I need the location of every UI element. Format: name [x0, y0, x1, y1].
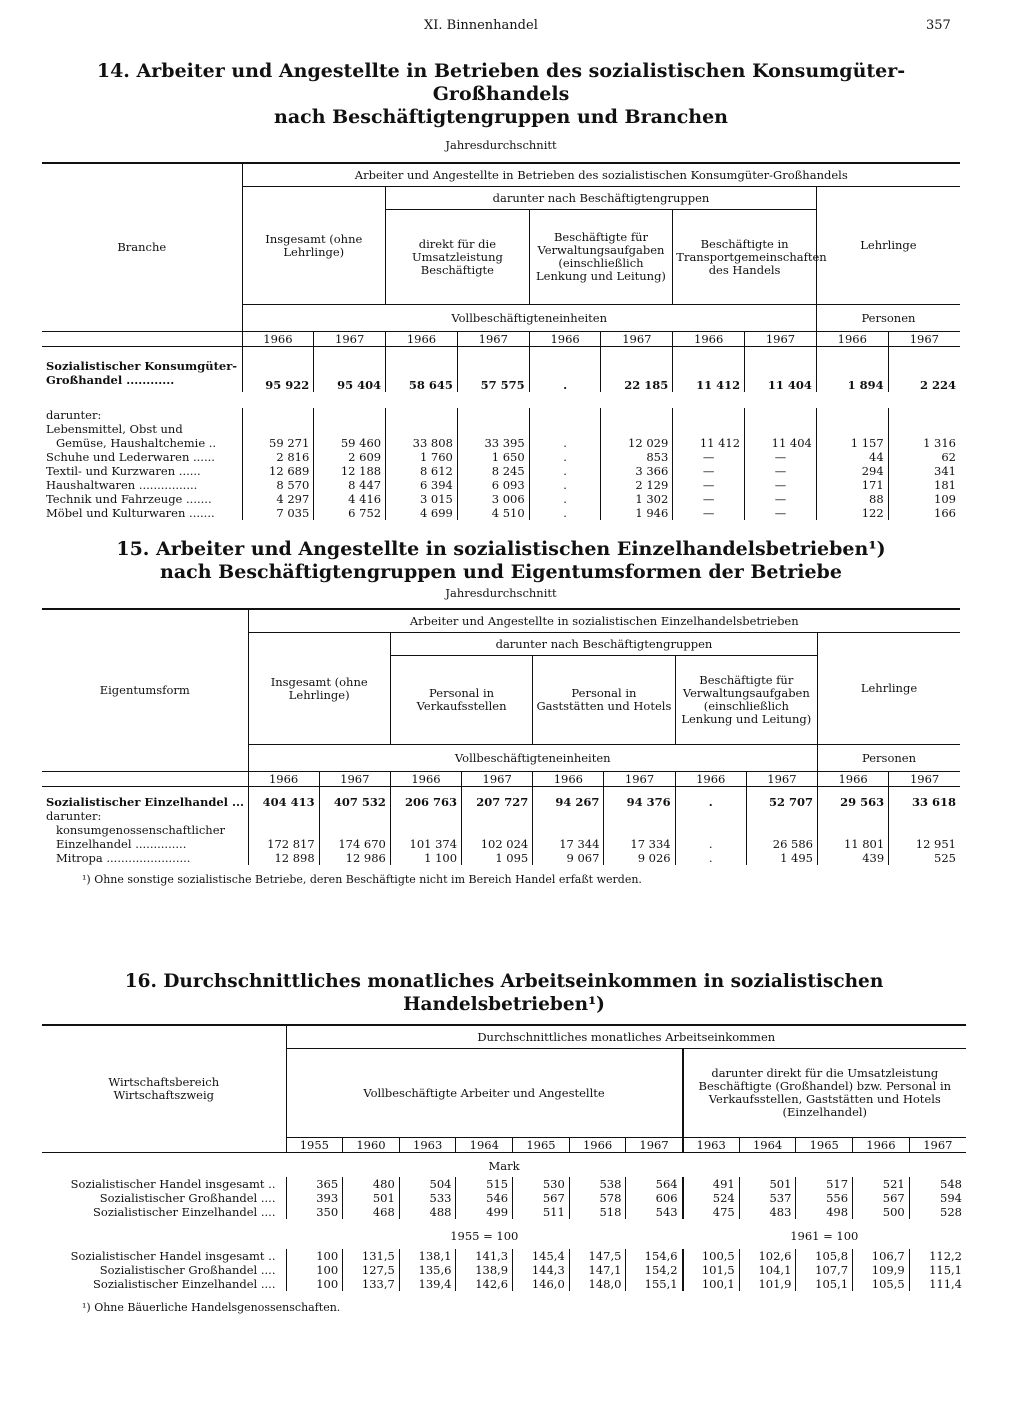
- col-verwaltung: Beschäftigte für Verwaltungsaufgaben (einschließlich Lenkung und Leitung): [675, 656, 817, 745]
- cell: 102 024: [462, 837, 533, 851]
- table-14-subtitle: Jahresdurchschnitt: [445, 138, 557, 152]
- cell: 567: [853, 1191, 910, 1205]
- cell: 12 986: [319, 851, 390, 865]
- cell: 9 026: [604, 851, 675, 865]
- cell: 206 763: [390, 795, 461, 809]
- unit-vbe: Vollbeschäftigteneinheiten: [242, 305, 816, 332]
- cell: 564: [626, 1177, 683, 1191]
- year-header: 1966: [529, 332, 601, 347]
- cell: 171: [816, 478, 888, 492]
- year-header: 1967: [601, 332, 673, 347]
- cell: 524: [683, 1191, 740, 1205]
- row-label: Einzelhandel ..............: [56, 837, 187, 851]
- cell: 94 267: [533, 795, 604, 809]
- cell: 504: [399, 1177, 456, 1191]
- cell: 393: [286, 1191, 343, 1205]
- year-header: 1966: [242, 332, 314, 347]
- cell: 501: [343, 1191, 400, 1205]
- row-label: darunter:: [46, 809, 102, 823]
- row-label: Sozialistischer Großhandel ....: [99, 1263, 276, 1277]
- col-gaststaetten: Personal in Gaststätten und Hotels: [533, 656, 675, 745]
- cell: 8 612: [386, 464, 458, 478]
- cell: 439: [818, 851, 889, 865]
- table-row: [42, 506, 960, 520]
- row-label: Sozialistischer Einzelhandel ....: [93, 1277, 276, 1291]
- cell: 528: [909, 1205, 966, 1219]
- cell: 407 532: [319, 795, 390, 809]
- table-row: [42, 837, 960, 851]
- cell: 101,5: [683, 1263, 740, 1277]
- row-label: Textil- und Kurzwaren ......: [46, 464, 201, 478]
- cell: 594: [909, 1191, 966, 1205]
- cell: —: [745, 450, 817, 464]
- cell: 146,0: [513, 1277, 570, 1291]
- cell: 6 752: [314, 506, 386, 520]
- cell: 100: [286, 1277, 343, 1291]
- cell: 135,6: [399, 1263, 456, 1277]
- cell: 475: [683, 1205, 740, 1219]
- col-insgesamt: Insgesamt (ohne Lehrlinge): [242, 187, 386, 305]
- stub-header: Eigentumsform: [99, 683, 190, 697]
- cell: 26 586: [746, 837, 817, 851]
- col-lehrlinge: Lehrlinge: [816, 187, 960, 305]
- cell: 7 035: [242, 506, 314, 520]
- table-row: [42, 422, 960, 436]
- cell: 404 413: [248, 795, 319, 809]
- year-header: 1967: [462, 772, 533, 787]
- cell: 147,1: [569, 1263, 626, 1277]
- cell: 538: [569, 1177, 626, 1191]
- cell: 468: [343, 1205, 400, 1219]
- cell: 105,1: [796, 1277, 853, 1291]
- cell: 12 898: [248, 851, 319, 865]
- row-label: Schuhe und Lederwaren ......: [46, 450, 215, 464]
- row-label: Mitropa .......................: [56, 851, 191, 865]
- cell: 58 645: [386, 378, 458, 392]
- cell: 1 650: [457, 450, 529, 464]
- table-row: [42, 408, 960, 422]
- cell: 111,4: [909, 1277, 966, 1291]
- cell: 365: [286, 1177, 343, 1191]
- table-14-title-line1: 14. Arbeiter und Angestellte in Betrieben des sozialistischen Konsumgüter-Großhandels: [96, 60, 906, 105]
- stub-header: Wirtschaftsbereich Wirtschaftszweig: [108, 1075, 220, 1102]
- row-label: darunter:: [46, 408, 102, 422]
- cell: 105,8: [796, 1249, 853, 1263]
- cell: 101 374: [390, 837, 461, 851]
- row-label: Gemüse, Haushaltchemie ..: [56, 436, 217, 450]
- unit-personen: Personen: [816, 305, 960, 332]
- row-label: Sozialistischer Handel insgesamt ..: [70, 1249, 276, 1263]
- cell: 207 727: [462, 795, 533, 809]
- cell: —: [745, 492, 817, 506]
- cell: 498: [796, 1205, 853, 1219]
- cell: 104,1: [739, 1263, 796, 1277]
- table-14-section: [42, 60, 960, 387]
- cell: 483: [739, 1205, 796, 1219]
- row-label: Möbel und Kulturwaren .......: [46, 506, 215, 520]
- cell: 166: [888, 506, 960, 520]
- cell: 11 412: [673, 378, 745, 392]
- cell: —: [673, 450, 745, 464]
- cell: 543: [626, 1205, 683, 1219]
- cell: 127,5: [343, 1263, 400, 1277]
- year-header: 1967: [888, 332, 960, 347]
- cell: 1 157: [816, 436, 888, 450]
- cell: 9 067: [533, 851, 604, 865]
- table-14: [42, 162, 960, 387]
- cell: .: [529, 478, 601, 492]
- table-row: [42, 809, 960, 823]
- table-16-section: [42, 970, 966, 1314]
- cell: 3 366: [601, 464, 673, 478]
- cell: 530: [513, 1177, 570, 1191]
- row-label-cont: Großhandel ............: [46, 373, 175, 387]
- row-label: Sozialistischer Großhandel ....: [99, 1191, 276, 1205]
- cell: 1 316: [888, 436, 960, 450]
- cell: 491: [683, 1177, 740, 1191]
- table-15-section: [42, 538, 960, 886]
- table-16-body: [42, 1153, 966, 1292]
- subgroup-header: darunter nach Beschäftigtengruppen: [386, 187, 817, 210]
- cell: 144,3: [513, 1263, 570, 1277]
- cell: 138,9: [456, 1263, 513, 1277]
- cell: 33 395: [457, 436, 529, 450]
- year-header: 1965: [513, 1138, 570, 1153]
- table-row: [42, 1263, 966, 1277]
- cell: 4 510: [457, 506, 529, 520]
- cell: 2 224: [888, 378, 960, 392]
- cell: 109: [888, 492, 960, 506]
- cell: 94 376: [604, 795, 675, 809]
- cell: 154,2: [626, 1263, 683, 1277]
- base-1961: 1961 = 100: [790, 1229, 859, 1243]
- year-header: 1967: [909, 1138, 966, 1153]
- table-15-body: [42, 787, 960, 866]
- cell: 12 188: [314, 464, 386, 478]
- cell: 537: [739, 1191, 796, 1205]
- cell: —: [673, 492, 745, 506]
- cell: 4 297: [242, 492, 314, 506]
- year-header: 1966: [248, 772, 319, 787]
- year-header: 1966: [533, 772, 604, 787]
- cell: 105,5: [853, 1277, 910, 1291]
- table-row: [42, 1205, 966, 1219]
- cell: 3 006: [457, 492, 529, 506]
- row-label: Sozialistischer Handel insgesamt ..: [70, 1177, 276, 1191]
- col-darunter: darunter direkt für die Umsatzleistung Beschäftigte (Großhandel) bzw. Personal in Verkaufsstellen, Gaststätten und Hotels (Einzelhandel): [683, 1049, 966, 1138]
- col-insgesamt: Insgesamt (ohne Lehrlinge): [248, 633, 390, 745]
- year-header: 1966: [386, 332, 458, 347]
- year-header: 1963: [683, 1138, 740, 1153]
- cell: 131,5: [343, 1249, 400, 1263]
- cell: 145,4: [513, 1249, 570, 1263]
- cell: 100,1: [683, 1277, 740, 1291]
- cell: 12 951: [889, 837, 960, 851]
- cell: 548: [909, 1177, 966, 1191]
- cell: 8 570: [242, 478, 314, 492]
- cell: .: [675, 795, 746, 809]
- stub-header: Branche: [117, 240, 167, 254]
- unit-vbe: Vollbeschäftigteneinheiten: [248, 745, 818, 772]
- cell: —: [673, 478, 745, 492]
- cell: 62: [888, 450, 960, 464]
- unit-mark: Mark: [488, 1159, 520, 1173]
- cell: 556: [796, 1191, 853, 1205]
- cell: 138,1: [399, 1249, 456, 1263]
- cell: 606: [626, 1191, 683, 1205]
- year-header: 1966: [818, 772, 889, 787]
- cell: 95 404: [314, 378, 386, 392]
- cell: 500: [853, 1205, 910, 1219]
- running-head: XI. Binnenhandel: [424, 18, 538, 33]
- cell: 88: [816, 492, 888, 506]
- table-row: [42, 851, 960, 865]
- cell: 17 344: [533, 837, 604, 851]
- table-row: [42, 795, 960, 809]
- cell: 59 271: [242, 436, 314, 450]
- base-1955: 1955 = 100: [450, 1229, 519, 1243]
- cell: 107,7: [796, 1263, 853, 1277]
- year-header: 1967: [604, 772, 675, 787]
- cell: 133,7: [343, 1277, 400, 1291]
- cell: 100: [286, 1249, 343, 1263]
- cell: 29 563: [818, 795, 889, 809]
- year-header: 1967: [746, 772, 817, 787]
- cell: .: [529, 492, 601, 506]
- col-vollbeschaeftigte: Vollbeschäftigte Arbeiter und Angestellte: [286, 1049, 683, 1138]
- cell: 515: [456, 1177, 513, 1191]
- cell: 853: [601, 450, 673, 464]
- row-label: Sozialistischer Konsumgüter-: [46, 359, 238, 373]
- col-direkt: direkt für die Umsatzleistung Beschäftigte: [386, 210, 530, 305]
- cell: 1 760: [386, 450, 458, 464]
- cell: 341: [888, 464, 960, 478]
- cell: 142,6: [456, 1277, 513, 1291]
- cell: 12 689: [242, 464, 314, 478]
- table-15-footnote: ¹) Ohne sonstige sozialistische Betriebe, deren Beschäftigte nicht im Bereich Handel erfaßt werden.: [82, 873, 642, 886]
- cell: 518: [569, 1205, 626, 1219]
- cell: 350: [286, 1205, 343, 1219]
- cell: 4 416: [314, 492, 386, 506]
- table-14-rows: [42, 408, 960, 520]
- year-header: 1960: [343, 1138, 400, 1153]
- table-14-title-line2: nach Beschäftigtengruppen und Branchen: [274, 106, 728, 128]
- cell: 139,4: [399, 1277, 456, 1291]
- cell: 147,5: [569, 1249, 626, 1263]
- table-15-title-line2: nach Beschäftigtengruppen und Eigentumsformen der Betriebe: [160, 561, 842, 583]
- cell: 172 817: [248, 837, 319, 851]
- cell: 480: [343, 1177, 400, 1191]
- cell: 567: [513, 1191, 570, 1205]
- page-number: 357: [926, 18, 951, 33]
- cell: 2 609: [314, 450, 386, 464]
- table-15: [42, 608, 960, 865]
- cell: 44: [816, 450, 888, 464]
- unit-personen: Personen: [818, 745, 961, 772]
- cell: 112,2: [909, 1249, 966, 1263]
- year-header: 1966: [816, 332, 888, 347]
- cell: 148,0: [569, 1277, 626, 1291]
- col-transport: Beschäftigte in Transportgemeinschaften des Handels: [673, 210, 817, 305]
- cell: .: [529, 436, 601, 450]
- cell: —: [745, 464, 817, 478]
- year-header: 1967: [457, 332, 529, 347]
- cell: .: [529, 464, 601, 478]
- cell: 533: [399, 1191, 456, 1205]
- group-header: Arbeiter und Angestellte in Betrieben des sozialistischen Konsumgüter-Großhandels: [242, 163, 960, 187]
- cell: 294: [816, 464, 888, 478]
- cell: 1 095: [462, 851, 533, 865]
- table-row: [42, 464, 960, 478]
- col-verkaufsstellen: Personal in Verkaufsstellen: [390, 656, 532, 745]
- cell: —: [673, 506, 745, 520]
- cell: .: [529, 378, 601, 392]
- table-14-data: [42, 378, 960, 392]
- row-label: Technik und Fahrzeuge .......: [46, 492, 212, 506]
- row-label: Sozialistischer Einzelhandel ....: [93, 1205, 276, 1219]
- cell: 11 801: [818, 837, 889, 851]
- cell: 1 302: [601, 492, 673, 506]
- cell: 546: [456, 1191, 513, 1205]
- col-verwaltung: Beschäftigte für Verwaltungsaufgaben (einschließlich Lenkung und Leitung): [529, 210, 673, 305]
- table-row: [42, 1249, 966, 1263]
- cell: 154,6: [626, 1249, 683, 1263]
- table-16-title: 16. Durchschnittliches monatliches Arbeitseinkommen in sozialistischen Handelsbetrieben¹): [124, 971, 884, 1015]
- page-header: [0, 18, 1024, 42]
- cell: 106,7: [853, 1249, 910, 1263]
- table-16-footnote: ¹) Ohne Bäuerliche Handelsgenossenschaften.: [82, 1301, 341, 1314]
- cell: 1 495: [746, 851, 817, 865]
- table-row: [42, 378, 960, 392]
- table-15-title-line1: 15. Arbeiter und Angestellte in sozialistischen Einzelhandelsbetrieben¹): [116, 538, 886, 560]
- cell: 499: [456, 1205, 513, 1219]
- col-lehrlinge: Lehrlinge: [818, 633, 961, 745]
- year-header: 1955: [286, 1138, 343, 1153]
- cell: 6 093: [457, 478, 529, 492]
- cell: 4 699: [386, 506, 458, 520]
- year-header: 1967: [889, 772, 960, 787]
- cell: —: [673, 464, 745, 478]
- cell: 100: [286, 1263, 343, 1277]
- cell: 521: [853, 1177, 910, 1191]
- cell: 8 245: [457, 464, 529, 478]
- cell: 11 412: [673, 436, 745, 450]
- cell: .: [675, 837, 746, 851]
- cell: 59 460: [314, 436, 386, 450]
- table-row: [42, 478, 960, 492]
- year-header: 1965: [796, 1138, 853, 1153]
- year-header: 1966: [673, 332, 745, 347]
- group-header: Durchschnittliches monatliches Arbeitseinkommen: [286, 1025, 966, 1049]
- year-header: 1963: [399, 1138, 456, 1153]
- cell: 33 618: [889, 795, 960, 809]
- cell: 488: [399, 1205, 456, 1219]
- cell: 1 946: [601, 506, 673, 520]
- table-row: [42, 1277, 966, 1291]
- year-header: 1966: [853, 1138, 910, 1153]
- table-row: [42, 436, 960, 450]
- cell: 115,1: [909, 1263, 966, 1277]
- cell: 511: [513, 1205, 570, 1219]
- cell: 174 670: [319, 837, 390, 851]
- table-row: [42, 492, 960, 506]
- table-14-title: [42, 60, 960, 129]
- cell: 1 894: [816, 378, 888, 392]
- year-header: 1966: [569, 1138, 626, 1153]
- table-row: [42, 1191, 966, 1205]
- subgroup-header: darunter nach Beschäftigtengruppen: [390, 633, 817, 656]
- cell: 102,6: [739, 1249, 796, 1263]
- year-header: 1967: [319, 772, 390, 787]
- year-header: 1964: [739, 1138, 796, 1153]
- cell: 11 404: [745, 436, 817, 450]
- cell: —: [745, 506, 817, 520]
- cell: 12 029: [601, 436, 673, 450]
- cell: 141,3: [456, 1249, 513, 1263]
- cell: 52 707: [746, 795, 817, 809]
- cell: 95 922: [242, 378, 314, 392]
- cell: .: [675, 851, 746, 865]
- year-header: 1967: [626, 1138, 683, 1153]
- cell: 122: [816, 506, 888, 520]
- table-15-title: [42, 538, 960, 584]
- cell: 109,9: [853, 1263, 910, 1277]
- cell: 2 816: [242, 450, 314, 464]
- cell: —: [745, 478, 817, 492]
- table-15-subtitle: Jahresdurchschnitt: [445, 586, 557, 600]
- table-16: [42, 1024, 966, 1291]
- cell: 101,9: [739, 1277, 796, 1291]
- year-header: 1966: [390, 772, 461, 787]
- cell: 181: [888, 478, 960, 492]
- row-label: konsumgenossenschaftlicher: [56, 823, 226, 837]
- cell: 11 404: [745, 378, 817, 392]
- cell: 8 447: [314, 478, 386, 492]
- year-header: 1964: [456, 1138, 513, 1153]
- cell: 2 129: [601, 478, 673, 492]
- row-label: Sozialistischer Einzelhandel ...: [46, 795, 245, 809]
- cell: 517: [796, 1177, 853, 1191]
- row-label: Haushaltwaren ................: [46, 478, 198, 492]
- cell: 100,5: [683, 1249, 740, 1263]
- row-label: Lebensmittel, Obst und: [46, 422, 183, 436]
- table-row: [42, 359, 960, 373]
- cell: 33 808: [386, 436, 458, 450]
- cell: 501: [739, 1177, 796, 1191]
- cell: 22 185: [601, 378, 673, 392]
- year-header: 1967: [745, 332, 817, 347]
- cell: 6 394: [386, 478, 458, 492]
- year-header: 1966: [675, 772, 746, 787]
- cell: .: [529, 450, 601, 464]
- table-row: [42, 1177, 966, 1191]
- year-header: 1967: [314, 332, 386, 347]
- cell: 1 100: [390, 851, 461, 865]
- cell: 525: [889, 851, 960, 865]
- table-row: [42, 823, 960, 837]
- cell: 578: [569, 1191, 626, 1205]
- table-row: [42, 450, 960, 464]
- group-header: Arbeiter und Angestellte in sozialistischen Einzelhandelsbetrieben: [248, 609, 960, 633]
- cell: 3 015: [386, 492, 458, 506]
- cell: .: [529, 506, 601, 520]
- cell: 155,1: [626, 1277, 683, 1291]
- cell: 17 334: [604, 837, 675, 851]
- cell: 57 575: [457, 378, 529, 392]
